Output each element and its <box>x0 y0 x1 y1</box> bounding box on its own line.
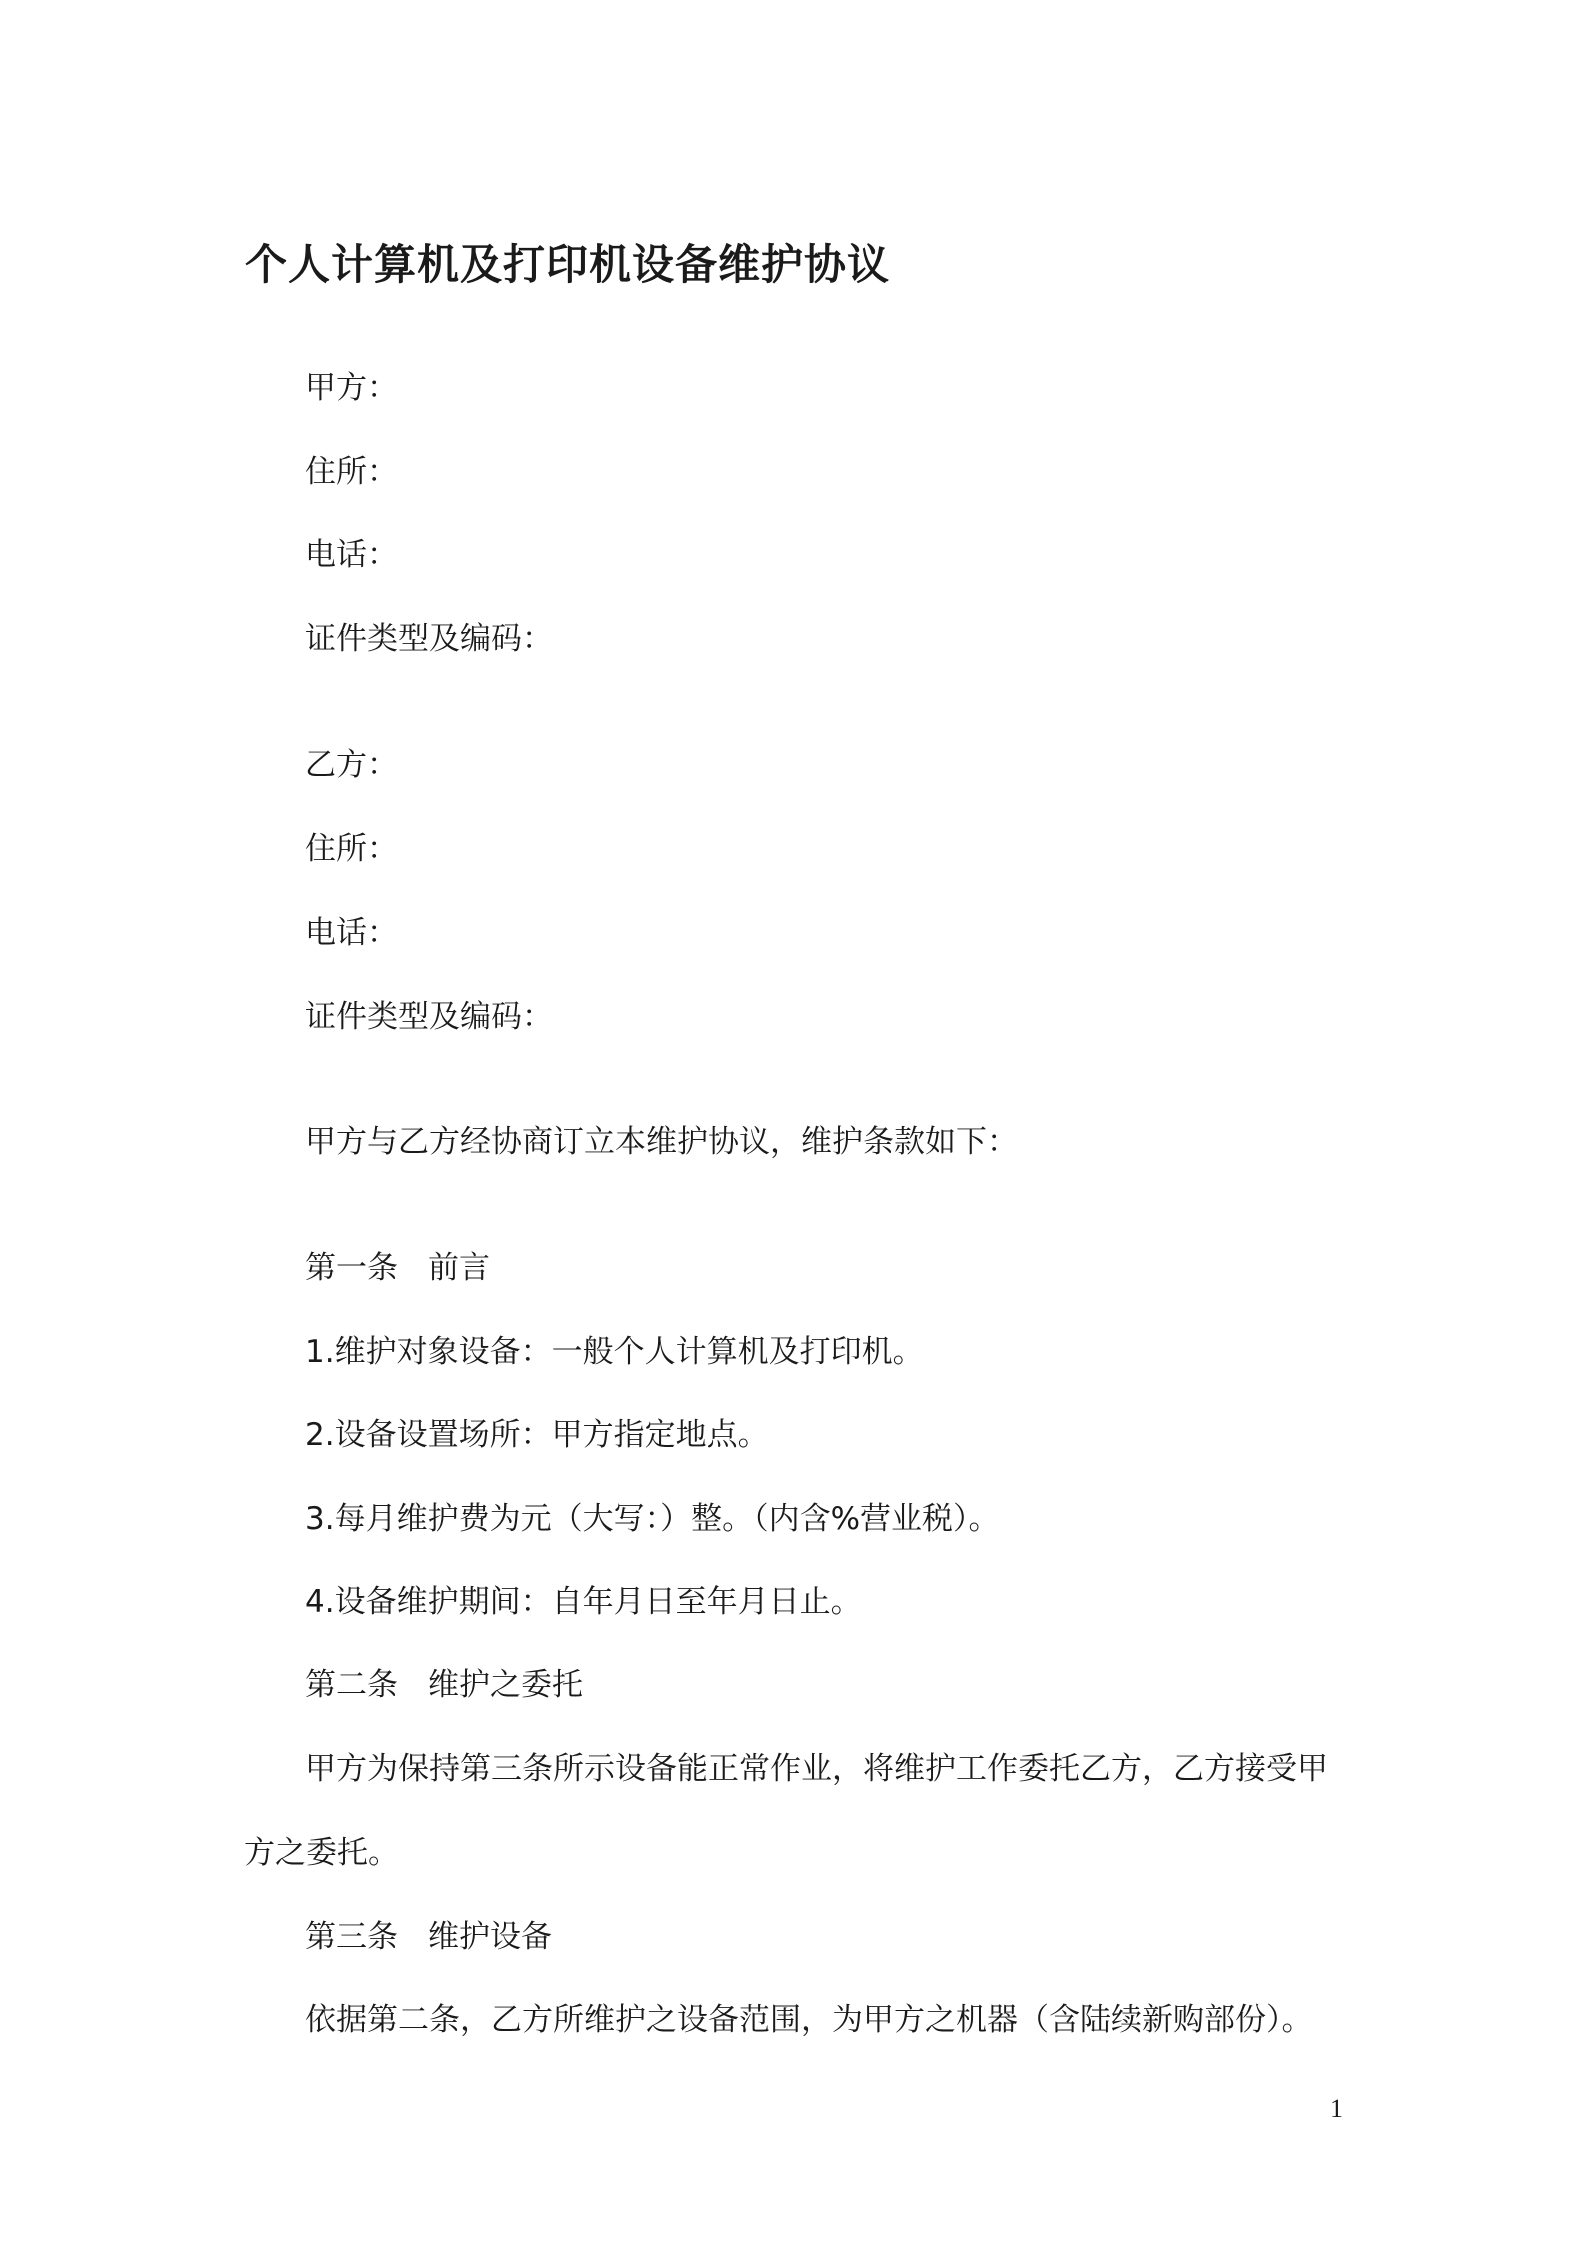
intro-paragraph: 甲方与乙方经协商订立本维护协议，维护条款如下： <box>305 1124 1018 1160</box>
article-1-title: 前言 <box>428 1250 490 1286</box>
party-a-id-label: 证件类型及编码： <box>305 621 553 657</box>
article-2-body-line-2: 方之委托。 <box>244 1835 399 1871</box>
article-3-body: 依据第二条，乙方所维护之设备范围，为甲方之机器（含陆续新购部份）。 <box>305 2002 1313 2038</box>
article-1-item-2: 2.设备设置场所：甲方指定地点。 <box>305 1417 769 1453</box>
article-1-heading <box>305 1248 490 1288</box>
article-2-number: 第二条 <box>305 1667 398 1703</box>
article-3-title: 维护设备 <box>428 1919 552 1955</box>
party-b-id-label: 证件类型及编码： <box>305 999 553 1035</box>
party-a-phone-label: 电话： <box>305 537 398 573</box>
article-2-heading <box>305 1665 583 1705</box>
party-a-address-label: 住所： <box>305 454 398 490</box>
page-number: 1 <box>1330 2094 1343 2123</box>
article-3-heading <box>305 1917 552 1957</box>
article-1-item-3: 3.每月维护费为元（大写：）整。（内含%营业税）。 <box>305 1501 1000 1537</box>
article-3-number: 第三条 <box>305 1919 398 1955</box>
party-b-name-label: 乙方： <box>305 747 398 783</box>
article-1-item-1: 1.维护对象设备：一般个人计算机及打印机。 <box>305 1334 924 1370</box>
document-title: 个人计算机及打印机设备维护协议 <box>245 240 891 289</box>
article-2-body-line-1: 甲方为保持第三条所示设备能正常作业，将维护工作委托乙方，乙方接受甲 <box>305 1751 1328 1787</box>
party-b-address-label: 住所： <box>305 831 398 867</box>
party-b-phone-label: 电话： <box>305 915 398 951</box>
article-1-item-4: 4.设备维护期间：自年月日至年月日止。 <box>305 1584 862 1620</box>
party-a-name-label: 甲方： <box>305 370 398 406</box>
article-2-title: 维护之委托 <box>428 1667 583 1703</box>
article-1-number: 第一条 <box>305 1250 398 1286</box>
